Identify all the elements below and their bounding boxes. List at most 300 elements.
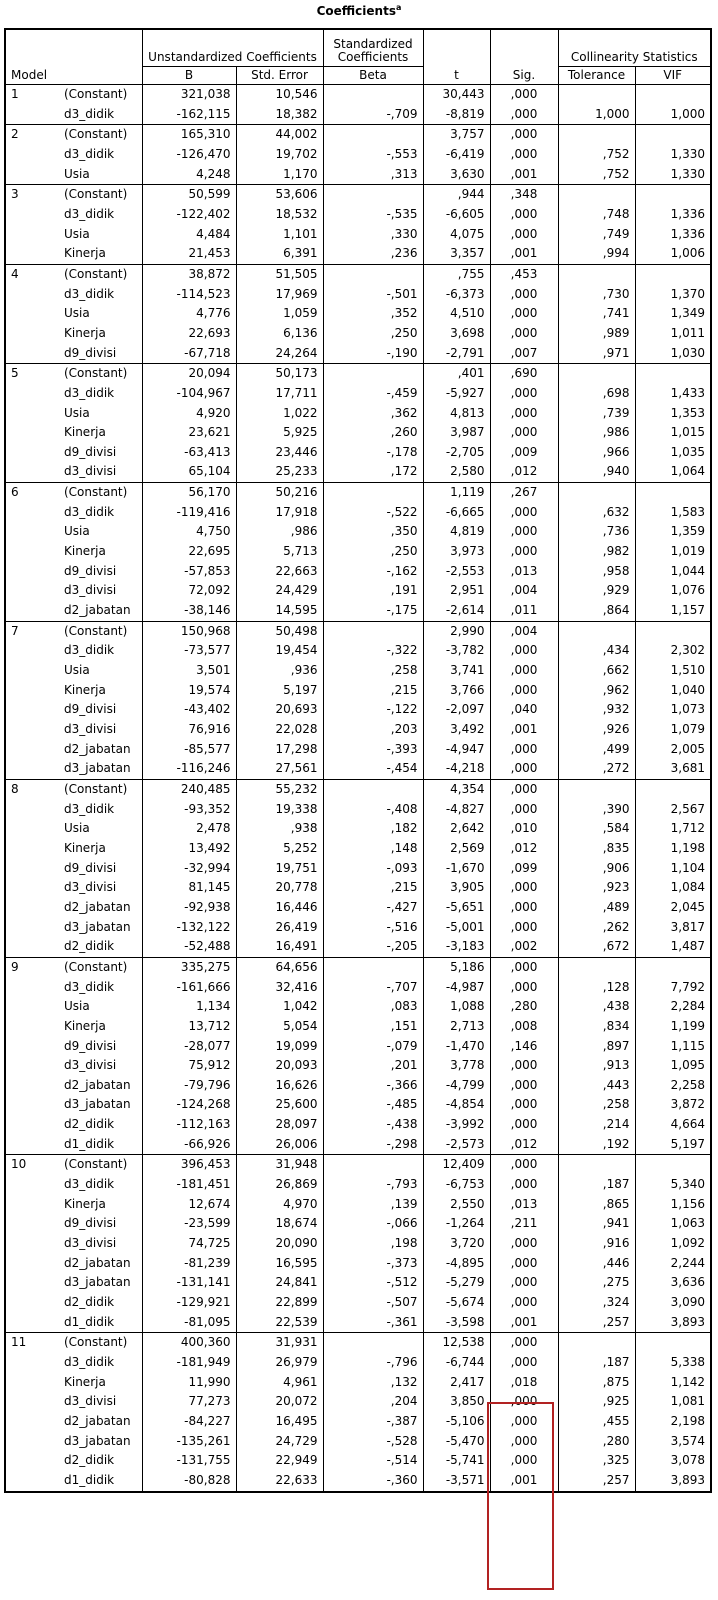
cell-b: 77,273 bbox=[142, 1392, 236, 1412]
table-row bbox=[5, 661, 711, 681]
table-row bbox=[5, 1353, 711, 1373]
cell-variable: Kinerja bbox=[59, 1373, 142, 1393]
table-row bbox=[5, 225, 711, 245]
cell-std-error: 1,101 bbox=[236, 225, 323, 245]
cell-tolerance: ,324 bbox=[558, 1293, 635, 1313]
cell-variable: d3_didik bbox=[59, 205, 142, 225]
model-number bbox=[5, 1313, 59, 1333]
cell-variable: d3_didik bbox=[59, 384, 142, 404]
table-row bbox=[5, 462, 711, 482]
table-row bbox=[5, 1037, 711, 1057]
header-std-error: Std. Error bbox=[236, 67, 323, 85]
table-row bbox=[5, 205, 711, 225]
table-row bbox=[5, 700, 711, 720]
cell-sig: ,000 bbox=[490, 681, 558, 701]
cell-b: 81,145 bbox=[142, 878, 236, 898]
cell-t: 2,642 bbox=[423, 819, 490, 839]
cell-t: -6,373 bbox=[423, 285, 490, 305]
header-t-spacer bbox=[423, 29, 490, 67]
cell-std-error: 17,969 bbox=[236, 285, 323, 305]
cell-variable: d2_jabatan bbox=[59, 601, 142, 621]
cell-variable: (Constant) bbox=[59, 621, 142, 641]
cell-sig: ,000 bbox=[490, 145, 558, 165]
cell-tolerance: ,897 bbox=[558, 1037, 635, 1057]
cell-b: -43,402 bbox=[142, 700, 236, 720]
cell-tolerance: ,929 bbox=[558, 581, 635, 601]
model-number: 10 bbox=[5, 1155, 59, 1175]
cell-beta bbox=[323, 1333, 423, 1353]
cell-variable: d3_divisi bbox=[59, 462, 142, 482]
cell-b: 23,621 bbox=[142, 423, 236, 443]
cell-beta: ,330 bbox=[323, 225, 423, 245]
cell-vif: 3,636 bbox=[670, 1275, 705, 1290]
cell-beta: ,204 bbox=[323, 1392, 423, 1412]
cell-vif bbox=[635, 125, 711, 145]
table-row bbox=[5, 1412, 711, 1432]
model-number bbox=[5, 581, 59, 601]
model-number bbox=[5, 1273, 59, 1293]
cell-t: ,944 bbox=[423, 185, 490, 205]
cell-b: 38,872 bbox=[142, 264, 236, 284]
table-row bbox=[5, 1273, 711, 1293]
cell-beta: ,132 bbox=[323, 1373, 423, 1393]
cell-sig: ,013 bbox=[490, 562, 558, 582]
cell-beta: ,203 bbox=[323, 720, 423, 740]
cell-vif: 3,681 bbox=[670, 761, 705, 776]
model-number: 5 bbox=[5, 364, 59, 384]
cell-std-error: 20,072 bbox=[236, 1392, 323, 1412]
cell-vif: 3,574 bbox=[670, 1433, 705, 1448]
cell-std-error: ,936 bbox=[236, 661, 323, 681]
cell-variable: d3_jabatan bbox=[59, 1432, 142, 1452]
cell-tolerance: ,632 bbox=[558, 503, 635, 523]
cell-beta: -,361 bbox=[323, 1313, 423, 1333]
model-number bbox=[5, 681, 59, 701]
cell-std-error: 23,446 bbox=[236, 443, 323, 463]
cell-b: 3,501 bbox=[142, 661, 236, 681]
cell-t: -4,799 bbox=[423, 1076, 490, 1096]
cell-vif: 5,338 bbox=[670, 1355, 705, 1369]
cell-sig: ,001 bbox=[490, 720, 558, 740]
cell-sig: ,000 bbox=[490, 1234, 558, 1254]
cell-sig: ,000 bbox=[490, 1333, 558, 1353]
cell-vif: 4,664 bbox=[670, 1117, 705, 1132]
cell-std-error: 16,595 bbox=[236, 1254, 323, 1274]
model-number bbox=[5, 244, 59, 264]
model-number bbox=[5, 1056, 59, 1076]
cell-vif: 3,872 bbox=[670, 1097, 705, 1112]
cell-t: -2,097 bbox=[423, 700, 490, 720]
cell-tolerance bbox=[558, 483, 635, 503]
cell-t: 2,550 bbox=[423, 1195, 490, 1215]
model-number bbox=[5, 641, 59, 661]
model-number bbox=[5, 1017, 59, 1037]
cell-vif: 1,079 bbox=[670, 722, 705, 736]
cell-sig: ,000 bbox=[490, 1095, 558, 1115]
header-b: B bbox=[142, 67, 236, 85]
cell-vif: 2,284 bbox=[670, 999, 705, 1014]
cell-vif: 1,019 bbox=[670, 544, 705, 559]
table-row bbox=[5, 1373, 711, 1393]
cell-t: -5,279 bbox=[423, 1273, 490, 1293]
cell-b: -81,239 bbox=[142, 1254, 236, 1274]
cell-t: 3,757 bbox=[423, 125, 490, 145]
cell-variable: d2_jabatan bbox=[59, 1254, 142, 1274]
cell-tolerance: 1,000 bbox=[558, 105, 635, 125]
cell-tolerance: ,835 bbox=[558, 839, 635, 859]
cell-b: -85,577 bbox=[142, 740, 236, 760]
cell-variable: d9_divisi bbox=[59, 1214, 142, 1234]
table-row bbox=[5, 1056, 711, 1076]
cell-beta bbox=[323, 483, 423, 503]
cell-std-error: 16,495 bbox=[236, 1412, 323, 1432]
model-number bbox=[5, 404, 59, 424]
cell-b: 56,170 bbox=[142, 483, 236, 503]
cell-variable: d2_didik bbox=[59, 1293, 142, 1313]
cell-t: 3,987 bbox=[423, 423, 490, 443]
cell-variable: Usia bbox=[59, 522, 142, 542]
cell-variable: d1_didik bbox=[59, 1135, 142, 1155]
cell-beta: ,362 bbox=[323, 404, 423, 424]
cell-vif bbox=[635, 483, 711, 503]
model-number bbox=[5, 462, 59, 482]
cell-sig: ,000 bbox=[490, 384, 558, 404]
model-number: 9 bbox=[5, 957, 59, 977]
cell-tolerance: ,438 bbox=[558, 997, 635, 1017]
model-number bbox=[5, 859, 59, 879]
cell-b: 72,092 bbox=[142, 581, 236, 601]
cell-vif: 2,005 bbox=[670, 741, 705, 756]
cell-tolerance: ,257 bbox=[558, 1313, 635, 1333]
cell-variable: Usia bbox=[59, 819, 142, 839]
table-row bbox=[5, 839, 711, 859]
cell-b: -84,227 bbox=[142, 1412, 236, 1432]
cell-variable: Kinerja bbox=[59, 839, 142, 859]
table-row bbox=[5, 819, 711, 839]
cell-variable: d3_didik bbox=[59, 1353, 142, 1373]
cell-vif bbox=[635, 364, 711, 384]
cell-sig: ,000 bbox=[490, 324, 558, 344]
cell-tolerance: ,941 bbox=[558, 1214, 635, 1234]
cell-beta: -,454 bbox=[323, 759, 423, 779]
cell-tolerance: ,741 bbox=[558, 304, 635, 324]
cell-tolerance: ,455 bbox=[558, 1412, 635, 1432]
table-row bbox=[5, 978, 711, 998]
cell-b: -67,718 bbox=[142, 344, 236, 364]
cell-beta: -,373 bbox=[323, 1254, 423, 1274]
cell-t: -2,553 bbox=[423, 562, 490, 582]
cell-variable: d3_divisi bbox=[59, 1234, 142, 1254]
cell-beta bbox=[323, 621, 423, 641]
cell-std-error: 22,899 bbox=[236, 1293, 323, 1313]
cell-t: ,401 bbox=[423, 364, 490, 384]
cell-sig: ,000 bbox=[490, 661, 558, 681]
cell-t: -4,895 bbox=[423, 1254, 490, 1274]
cell-sig: ,000 bbox=[490, 85, 558, 105]
cell-vif bbox=[635, 957, 711, 977]
cell-variable: (Constant) bbox=[59, 85, 142, 105]
table-row bbox=[5, 1195, 711, 1215]
cell-t: ,755 bbox=[423, 264, 490, 284]
cell-b: 4,750 bbox=[142, 522, 236, 542]
cell-std-error: 14,595 bbox=[236, 601, 323, 621]
model-number bbox=[5, 720, 59, 740]
cell-variable: d9_divisi bbox=[59, 700, 142, 720]
cell-std-error: 4,961 bbox=[236, 1373, 323, 1393]
model-number: 6 bbox=[5, 483, 59, 503]
cell-t: -5,674 bbox=[423, 1293, 490, 1313]
cell-beta: ,352 bbox=[323, 304, 423, 324]
cell-vif: 3,893 bbox=[670, 1314, 705, 1329]
model-number bbox=[5, 1076, 59, 1096]
cell-variable: d3_jabatan bbox=[59, 759, 142, 779]
model-number bbox=[5, 105, 59, 125]
table-row bbox=[5, 562, 711, 582]
cell-std-error: 10,546 bbox=[236, 85, 323, 105]
header-beta: Beta bbox=[323, 67, 423, 85]
cell-vif: 3,893 bbox=[670, 1472, 705, 1487]
cell-vif: 2,258 bbox=[670, 1077, 705, 1092]
cell-t: -3,571 bbox=[423, 1471, 490, 1492]
cell-std-error: ,986 bbox=[236, 522, 323, 542]
cell-vif: 1,044 bbox=[670, 563, 705, 578]
cell-vif: 1,081 bbox=[670, 1394, 705, 1409]
cell-beta: ,151 bbox=[323, 1017, 423, 1037]
cell-std-error: 27,561 bbox=[236, 759, 323, 779]
cell-sig: ,000 bbox=[490, 225, 558, 245]
table-row bbox=[5, 304, 711, 324]
cell-sig: ,011 bbox=[490, 601, 558, 621]
cell-beta bbox=[323, 264, 423, 284]
model-number bbox=[5, 384, 59, 404]
cell-beta: ,258 bbox=[323, 661, 423, 681]
cell-tolerance: ,434 bbox=[558, 641, 635, 661]
model-number: 7 bbox=[5, 621, 59, 641]
cell-variable: d2_didik bbox=[59, 937, 142, 957]
header-model-spacer bbox=[5, 29, 142, 67]
cell-beta: -,507 bbox=[323, 1293, 423, 1313]
cell-t: -3,183 bbox=[423, 937, 490, 957]
model-number bbox=[5, 562, 59, 582]
cell-vif: 1,583 bbox=[670, 504, 705, 519]
cell-std-error: 24,429 bbox=[236, 581, 323, 601]
cell-beta: ,198 bbox=[323, 1234, 423, 1254]
cell-b: -32,994 bbox=[142, 859, 236, 879]
cell-b: 22,695 bbox=[142, 542, 236, 562]
cell-std-error: 24,264 bbox=[236, 344, 323, 364]
cell-std-error: 5,197 bbox=[236, 681, 323, 701]
cell-t: 2,951 bbox=[423, 581, 490, 601]
table-row bbox=[5, 601, 711, 621]
cell-vif: 7,792 bbox=[670, 979, 705, 994]
cell-vif: 1,156 bbox=[670, 1196, 705, 1211]
cell-b: -122,402 bbox=[142, 205, 236, 225]
header-t: t bbox=[423, 67, 490, 85]
cell-tolerance: ,966 bbox=[558, 443, 635, 463]
model-number bbox=[5, 819, 59, 839]
cell-t: 4,354 bbox=[423, 779, 490, 799]
model-number bbox=[5, 1412, 59, 1432]
model-number bbox=[5, 878, 59, 898]
cell-sig: ,009 bbox=[490, 443, 558, 463]
cell-std-error: 64,656 bbox=[236, 957, 323, 977]
cell-beta: -,438 bbox=[323, 1115, 423, 1135]
cell-t: -4,947 bbox=[423, 740, 490, 760]
cell-std-error: 16,626 bbox=[236, 1076, 323, 1096]
cell-beta: -,190 bbox=[323, 344, 423, 364]
cell-tolerance: ,926 bbox=[558, 720, 635, 740]
cell-t: -5,470 bbox=[423, 1432, 490, 1452]
cell-sig: ,000 bbox=[490, 1293, 558, 1313]
cell-std-error: 1,022 bbox=[236, 404, 323, 424]
cell-tolerance: ,736 bbox=[558, 522, 635, 542]
cell-sig: ,000 bbox=[490, 1155, 558, 1175]
cell-variable: (Constant) bbox=[59, 957, 142, 977]
cell-b: -131,755 bbox=[142, 1451, 236, 1471]
cell-t: 3,720 bbox=[423, 1234, 490, 1254]
cell-beta: -,459 bbox=[323, 384, 423, 404]
table-row bbox=[5, 1471, 711, 1492]
cell-b: -66,926 bbox=[142, 1135, 236, 1155]
cell-sig: ,000 bbox=[490, 957, 558, 977]
table-row bbox=[5, 720, 711, 740]
cell-t: -1,670 bbox=[423, 859, 490, 879]
cell-b: 4,248 bbox=[142, 165, 236, 185]
model-number bbox=[5, 1392, 59, 1412]
cell-variable: d3_divisi bbox=[59, 1056, 142, 1076]
cell-b: -162,115 bbox=[142, 105, 236, 125]
cell-variable: Usia bbox=[59, 404, 142, 424]
cell-std-error: 19,099 bbox=[236, 1037, 323, 1057]
cell-sig: ,000 bbox=[490, 1412, 558, 1432]
cell-sig: ,012 bbox=[490, 839, 558, 859]
cell-sig: ,000 bbox=[490, 978, 558, 998]
cell-std-error: 19,702 bbox=[236, 145, 323, 165]
cell-tolerance: ,280 bbox=[558, 1432, 635, 1452]
cell-tolerance bbox=[558, 185, 635, 205]
cell-tolerance bbox=[558, 364, 635, 384]
cell-std-error: 22,949 bbox=[236, 1451, 323, 1471]
cell-b: 335,275 bbox=[142, 957, 236, 977]
cell-b: -23,599 bbox=[142, 1214, 236, 1234]
model-number bbox=[5, 759, 59, 779]
cell-sig: ,013 bbox=[490, 1195, 558, 1215]
cell-std-error: 31,948 bbox=[236, 1155, 323, 1175]
cell-std-error: 5,252 bbox=[236, 839, 323, 859]
cell-std-error: 19,751 bbox=[236, 859, 323, 879]
cell-vif: 1,353 bbox=[670, 405, 705, 420]
cell-tolerance bbox=[558, 957, 635, 977]
cell-b: 1,134 bbox=[142, 997, 236, 1017]
model-number bbox=[5, 700, 59, 720]
cell-beta: -,485 bbox=[323, 1095, 423, 1115]
cell-b: 2,478 bbox=[142, 819, 236, 839]
cell-beta: -,066 bbox=[323, 1214, 423, 1234]
cell-beta: -,387 bbox=[323, 1412, 423, 1432]
cell-vif: 1,015 bbox=[670, 425, 705, 440]
table-row bbox=[5, 324, 711, 344]
cell-std-error: 17,298 bbox=[236, 740, 323, 760]
cell-std-error: 31,931 bbox=[236, 1333, 323, 1353]
header-unstandardized: Unstandardized Coefficients bbox=[142, 29, 323, 67]
table-row bbox=[5, 898, 711, 918]
cell-variable: d3_divisi bbox=[59, 720, 142, 740]
table-row bbox=[5, 878, 711, 898]
model-number bbox=[5, 542, 59, 562]
cell-vif: 1,092 bbox=[670, 1236, 705, 1251]
model-number bbox=[5, 1195, 59, 1215]
cell-sig: ,040 bbox=[490, 700, 558, 720]
cell-vif: 1,510 bbox=[670, 663, 705, 678]
cell-vif: 1,095 bbox=[670, 1058, 705, 1073]
cell-tolerance: ,962 bbox=[558, 681, 635, 701]
table-row bbox=[5, 1333, 711, 1353]
cell-std-error: 19,338 bbox=[236, 800, 323, 820]
cell-tolerance: ,275 bbox=[558, 1273, 635, 1293]
table-row bbox=[5, 1432, 711, 1452]
cell-std-error: 17,711 bbox=[236, 384, 323, 404]
table-row bbox=[5, 1017, 711, 1037]
cell-b: -129,921 bbox=[142, 1293, 236, 1313]
cell-vif: 1,064 bbox=[670, 464, 705, 479]
cell-b: -93,352 bbox=[142, 800, 236, 820]
cell-beta: ,250 bbox=[323, 324, 423, 344]
cell-t: 4,075 bbox=[423, 225, 490, 245]
table-row bbox=[5, 1135, 711, 1155]
model-number bbox=[5, 1175, 59, 1195]
cell-t: 12,409 bbox=[423, 1155, 490, 1175]
cell-variable: (Constant) bbox=[59, 1333, 142, 1353]
cell-variable: (Constant) bbox=[59, 185, 142, 205]
cell-variable: d9_divisi bbox=[59, 859, 142, 879]
cell-vif: 1,076 bbox=[670, 583, 705, 598]
cell-tolerance: ,325 bbox=[558, 1451, 635, 1471]
cell-beta: -,178 bbox=[323, 443, 423, 463]
cell-t: 2,580 bbox=[423, 462, 490, 482]
cell-std-error: 20,090 bbox=[236, 1234, 323, 1254]
cell-b: 22,693 bbox=[142, 324, 236, 344]
cell-b: -80,828 bbox=[142, 1471, 236, 1492]
cell-t: -6,744 bbox=[423, 1353, 490, 1373]
table-row bbox=[5, 404, 711, 424]
cell-std-error: 50,498 bbox=[236, 621, 323, 641]
model-number bbox=[5, 997, 59, 1017]
cell-std-error: 44,002 bbox=[236, 125, 323, 145]
cell-beta: -,512 bbox=[323, 1273, 423, 1293]
cell-sig: ,000 bbox=[490, 759, 558, 779]
cell-tolerance: ,925 bbox=[558, 1392, 635, 1412]
cell-std-error: 53,606 bbox=[236, 185, 323, 205]
cell-b: -81,095 bbox=[142, 1313, 236, 1333]
cell-beta: ,148 bbox=[323, 839, 423, 859]
table-row bbox=[5, 264, 711, 284]
cell-vif: 1,157 bbox=[670, 603, 705, 618]
cell-variable: (Constant) bbox=[59, 364, 142, 384]
table-row bbox=[5, 1392, 711, 1412]
table-row bbox=[5, 859, 711, 879]
cell-t: -4,987 bbox=[423, 978, 490, 998]
cell-sig: ,012 bbox=[490, 462, 558, 482]
cell-b: -52,488 bbox=[142, 937, 236, 957]
table-row bbox=[5, 1076, 711, 1096]
cell-b: 76,916 bbox=[142, 720, 236, 740]
cell-tolerance bbox=[558, 125, 635, 145]
cell-variable: Usia bbox=[59, 997, 142, 1017]
cell-beta: ,139 bbox=[323, 1195, 423, 1215]
cell-t: 3,741 bbox=[423, 661, 490, 681]
cell-variable: (Constant) bbox=[59, 779, 142, 799]
cell-vif bbox=[635, 185, 711, 205]
